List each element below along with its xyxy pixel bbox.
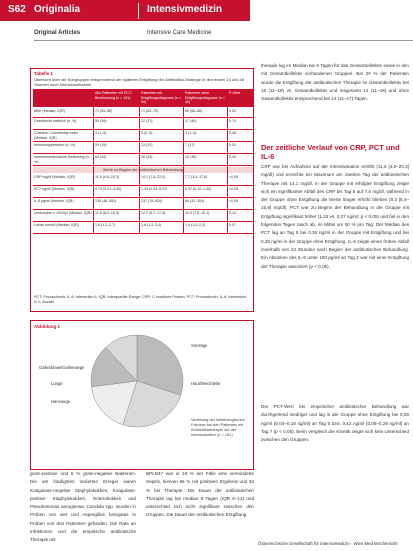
table-footnote: PCT: Procalcitonin; IL-6: Interleukin 6; IQR: Interquartile-Range; CRP: C-reaktives Protein; PCT: Procalcitonin; IL-6: Interleukin 6; n: Anzahl <box>34 295 246 304</box>
table-cell: 71 (60–79) <box>141 109 159 113</box>
table-cell: 3 (2–5) <box>141 131 153 135</box>
pie-label: Gallenblase/Gallenwege <box>39 365 85 370</box>
table-cell: CRP mg/dl (Median, IQR) <box>34 175 75 179</box>
table-caption: Übersicht über die Subgruppen entsprechend der späteren Entgiftung der Antibiotika-Strategie in den ersten 24 und 48 Stunden nach Intensivaufnahme <box>34 77 245 87</box>
table-row <box>33 118 253 130</box>
table-header-row <box>33 89 253 107</box>
body-text-column: gram-positive und 5 % gram-negative Bakterien. Die am häufigsten isolierten Erreger waren Koagulase-negative Staphylokokken, Koagulase-positive Staphylokokken, Enterokokken und Pseudomonas aeruginosa. Candida spp. wurden in Proben von vier und Aspergillus fumigatus in Proben von drei Patienten gefunden. Die Rate an Infektionen und die empirische antibiotische Therapie mit <box>30 471 136 543</box>
table-cell: PCT ng/ml (Median, IQR) <box>34 187 75 191</box>
table-1 <box>30 68 254 312</box>
table-cell: 138 (46–552) <box>95 199 117 203</box>
table-cell: 15 (36) <box>185 155 197 159</box>
table-cell: 1,8 (1,2–3,0) <box>141 223 162 227</box>
pie-chart <box>87 331 187 431</box>
table-cell: 0,51 <box>229 143 236 147</box>
table-header-cell: Patienten ohne Entgiftungsdiagnose (n = 42) <box>185 91 225 105</box>
table-cell: 84 (33–304) <box>185 199 205 203</box>
table-cell: 10,9 (7,5–15,1) <box>185 211 210 215</box>
table-cell: <0,05 <box>229 199 239 203</box>
table-column-rule <box>227 89 228 234</box>
table-cell: <0,05 <box>229 175 239 179</box>
table-cell: 0,52 <box>229 109 236 113</box>
specialty-title: Intensivmedizin <box>147 4 223 15</box>
table-cell: 13 (22) <box>141 143 153 147</box>
table-cell: 0,48 <box>229 131 236 135</box>
table-cell: 1,4 (1,0–2,2) <box>185 223 206 227</box>
section-heading: Der zeitliche Verlauf von CRP, PCT und IL-6 <box>261 143 400 161</box>
table-row <box>33 222 253 234</box>
table-column-rule <box>183 89 184 234</box>
pie-label: Harnwege <box>51 399 71 404</box>
table-cell: Charlson Comorbidity Index (Median, IQR) <box>34 131 79 140</box>
table-cell: 0,74 (0,21–3,40) <box>95 187 122 191</box>
table-cell: Geschlecht weiblich (n, %) <box>34 119 77 123</box>
table-column-rule <box>139 89 140 234</box>
table-row <box>33 174 253 186</box>
header-separator <box>138 3 139 19</box>
table-cell: Leukozyten x 1000/µl (Median, IQR) <box>34 211 92 215</box>
table-cell: <0,05 <box>229 187 239 191</box>
table-cell: 69 (58–80) <box>185 109 203 113</box>
table-header-cell: Alle Patienten mit PCT-Bestimmung (n = 151) <box>95 91 133 100</box>
table-cell: 0,14 <box>229 211 236 215</box>
header-rule <box>34 40 413 41</box>
page-header <box>0 0 413 44</box>
table-cell: 59 (39) <box>95 119 107 123</box>
table-row <box>33 198 253 210</box>
table-cell: Immunsuppression (n, %) <box>34 143 75 147</box>
table-cell: 0,07 <box>229 223 236 227</box>
table-title: Tabelle 1 <box>34 71 53 76</box>
figure-caption: Verteilung der infektiologischen Fokusse bei den Patienten mit Antibiotikatherapie auf der Intensivstation (n = 151) <box>191 417 245 437</box>
table-cell: 71 (59–80) <box>95 109 113 113</box>
table-cell: 26 (44) <box>141 155 153 159</box>
table-cell: Alter (Median, IQR) <box>34 109 65 113</box>
table-cell: 11,8 (8,3–16,5) <box>95 211 120 215</box>
figure-1 <box>30 320 254 470</box>
table-cell: 64 (42) <box>95 155 107 159</box>
table-cell: 12,2 (8,7–17,4) <box>141 211 166 215</box>
table-cell: 22 (37) <box>141 119 153 123</box>
table-cell: 0,40 <box>229 155 236 159</box>
section-subtitle: Original Articles <box>34 30 81 36</box>
table-cell: 0,74 <box>229 119 236 123</box>
table-row <box>33 154 253 166</box>
table-cell: 7,7 (3,4–17,6) <box>185 175 208 179</box>
table-cell: 3 (1–5) <box>95 131 107 135</box>
body-text-column: Der PCT-Wert bei empirischer antibiotischer Behandlung war durchgehend niedriger und lag in der Gruppe ohne Entgiftung bei 0,09 ng/ml (0,04–0,19 ng/ml) an Tag 5 bzw. 0,12 ng/ml (0,05–0,29 ng/ml) an Tag 7 (p < 0,05). Beim Vergleich der Kinetik zeigte sich kein Unterschied zwischen den Gruppen. <box>261 404 409 443</box>
table-cell: 1,6 (1,1–2,7) <box>95 223 116 227</box>
table-row <box>33 186 253 198</box>
table-cell: 237 (78–920) <box>141 199 163 203</box>
table-cell: Laktat mmol/l (Median, IQR) <box>34 223 79 227</box>
table-cell: 3 (1–5) <box>185 131 197 135</box>
table-row <box>33 108 253 118</box>
table-header-cell: Patienten mit Entgiftungsdiagnose (n = 59) <box>141 91 181 105</box>
body-text-column: BPLN47 war in 18 % der Fälle eine verminderte Sepsis, hiervon 66 % mit positiven Ergebnis und 34 % bei Therapie. Die Dauer der antibiotischen Therapie lag bei median 9 Tagen (IQR 6–13) und unterschied sich nicht signifikant zwischen den Gruppen. Die Dauer der antibiotischen Entgiftung <box>146 471 254 518</box>
table-row <box>33 210 253 222</box>
table-section-label: Werte zu Beginn der antibiotischen Behandlung <box>33 167 253 173</box>
body-text-column: CRP war bei Aufnahme auf der Intensivstation erhöht (11,5 [4,6–20,3] mg/dl) und erreichte ein Maximum am zweiten Tag der antibiotischen Therapie mit 14,1 mg/dl. In der Gruppe mit erfolgter Entgiftung zeigte sich ein signifikanter Abfall des CRP bis Tag 5 auf 7,5 mg/dl, während in der Gruppe ohne Entgiftung die Werte länger erhöht blieben (9,3 [5,4–15,9] mg/dl). PCT war zu Beginn der Behandlung in der Gruppe mit Entgiftung signifikant höher (1,33 vs. 0,37 ng/ml; p < 0,05) und fiel in den folgenden Tagen rasch ab, im Mittel um 50 % pro Tag. Der Median des PCT lag an Tag 5 bei 0,36 ng/ml in der Gruppe mit Entgiftung und bei 0,28 ng/ml in der Gruppe ohne Entgiftung. IL-6 zeigte einen frühen Abfall innerhalb von 24 Stunden nach Beginn der antibiotischen Behandlung. Ein Absinken des IL-6 unter 100 pg/ml an Tag 2 war mit einer Entgiftung der Therapie assoziiert (p < 0,05). <box>261 164 409 269</box>
table-cell: 11,5 (4,6–20,3) <box>95 175 120 179</box>
table-column-rule <box>93 89 94 234</box>
table-row <box>33 142 253 154</box>
table-header-cell: P-Wert <box>229 91 241 95</box>
table-cell: 29 (19) <box>95 143 107 147</box>
table-cell: Intensivmedizinische Beatmung (n, %) <box>34 155 90 164</box>
page-number: S62 <box>8 4 26 15</box>
pie-label: Sonstige <box>191 343 208 348</box>
page-footer: Österreichische Gesellschaft für Intensivmedizin · Wien Med Wochenschr <box>258 541 398 546</box>
specialty-subtitle: Intensive Care Medicine <box>147 30 212 36</box>
pie-label: Haut/Weichteile <box>191 381 221 386</box>
body-text-column: therapie lag im Median bei 5 Tagen für das Gesamtkollektiv sowie in den mit Gesamtkollektiv vorhandenen Gruppen. Bei 20 % der Patienten wurde die Entgiftung der antibiotischen Therapie im Gesamtkollektiv bei 16 (11–18) vs. Gesamtkollektiv und insgesamt 14 (11–18) und ohne Gesamtkollektiv entsprechend bei 14 (11–17) Tagen. <box>261 63 409 102</box>
table-cell: 17 (40) <box>185 119 197 123</box>
section-title: Originalia <box>34 4 81 15</box>
table-cell: 7 (17) <box>185 143 195 147</box>
table-row <box>33 130 253 142</box>
table-cell: 14,1 (7,5–22,0) <box>141 175 166 179</box>
table-cell: 0,37 (0,12–1,40) <box>185 187 212 191</box>
table-cell: IL-6 pg/ml (Median, IQR) <box>34 199 74 203</box>
table-cell: 1,33 (0,34–5,47) <box>141 187 168 191</box>
figure-title: Abbildung 1 <box>34 324 60 329</box>
pie-label: Lunge <box>51 381 63 386</box>
